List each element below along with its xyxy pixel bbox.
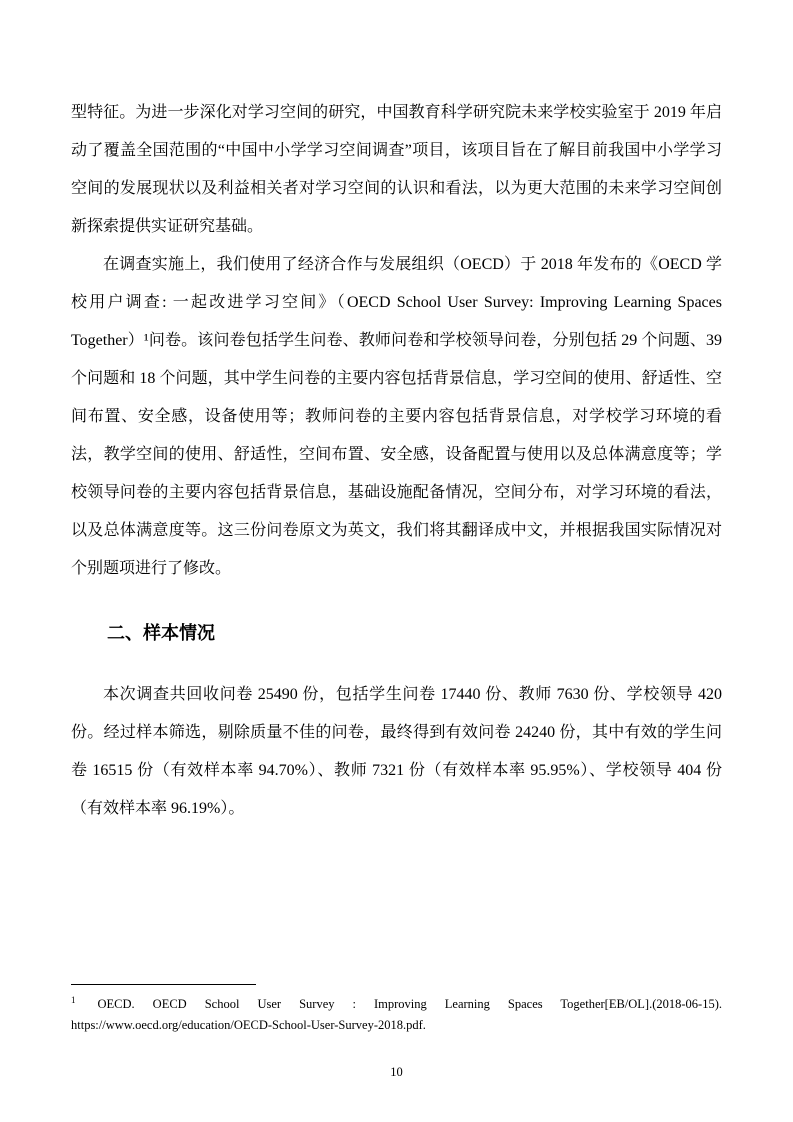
page-number: 10 [390,1065,403,1079]
body-paragraph-3: 本次调查共回收问卷 25490 份，包括学生问卷 17440 份、教师 7630 份、学校领导 420 份。经过样本筛选，剔除质量不佳的问卷，最终得到有效问卷 24240 份，其中有效的学生问卷 16515 份（有效样本率 94.70%）、教师 7321 份（有效样本率 95.95%）、学校领导 404 份（有效样本率 96.19%）。 [71,686,722,817]
footnote-marker: 1 [71,994,76,1005]
footnote-separator-rule [71,984,256,985]
footnote-area [71,984,722,1036]
body-paragraph-2: 在调查实施上，我们使用了经济合作与发展组织（OECD）于 2018 年发布的《OECD 学校用户调查: 一起改进学习空间》（OECD School User Survey: Improving Learning Spaces Together）¹问卷。该问卷包括学生问卷、教师问卷和学校领导问卷，分别包括 29 个问题、39 个问题和 18 个问题，其中学生问卷的主要内容包括背景信息，学习空间的使用、舒适性、空间布置、安全感，设备使用等；教师问卷的主要内容包括背景信息，对学校学习环境的看法，教学空间的使用、舒适性，空间布置、安全感，设备配置与使用以及总体满意度等；学校领导问卷的主要内容包括背景信息，基础设施配备情况，空间分布，对学习环境的看法，以及总体满意度等。这三份问卷原文为英文，我们将其翻译成中文，并根据我国实际情况对个别题项进行了修改。 [71,256,722,577]
page-body [71,94,722,828]
footnote-citation: OECD. OECD School User Survey : Improving Learning Spaces Together[EB/OL].(2018-06-15). [97,997,722,1011]
footnote [71,994,722,1036]
footnote-url: https://www.oecd.org/education/OECD-School-User-Survey-2018.pdf. [71,1018,426,1032]
body-paragraph-1: 型特征。为进一步深化对学习空间的研究，中国教育科学研究院未来学校实验室于 2019 年启动了覆盖全国范围的“中国中小学学习空间调查”项目，该项目旨在了解目前我国中小学学习空间的发展现状以及利益相关者对学习空间的认识和看法，以为更大范围的未来学习空间创新探索提供实证研究基础。 [71,104,722,235]
section-heading: 二、样本情况 [107,623,215,643]
